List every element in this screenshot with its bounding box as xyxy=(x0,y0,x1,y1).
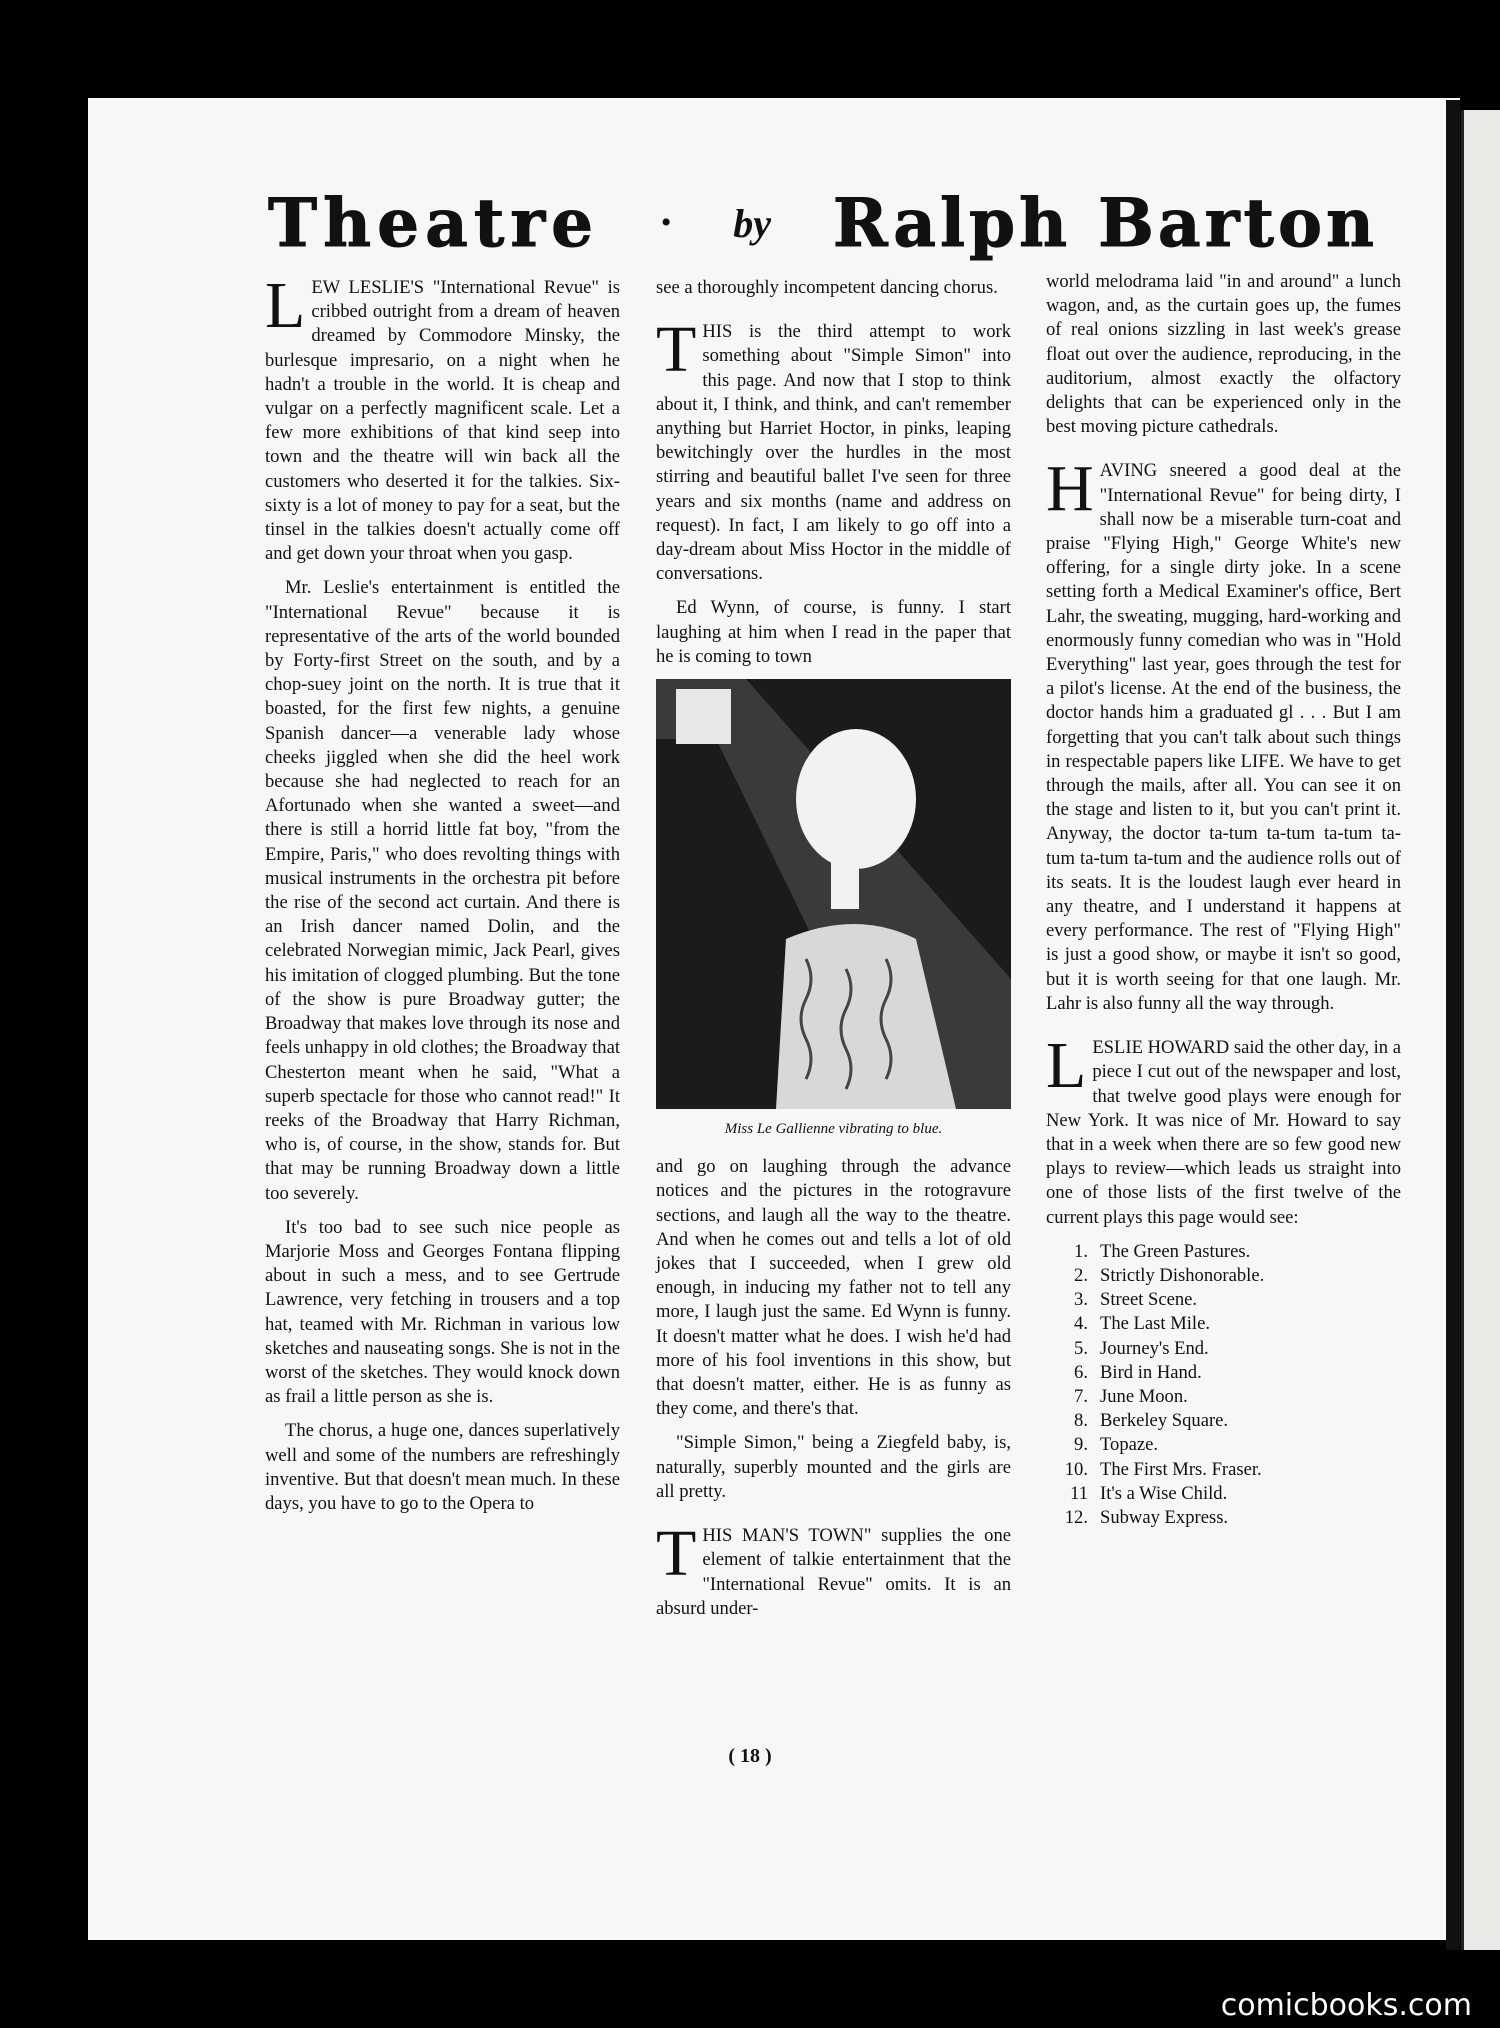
play-title: Topaze. xyxy=(1100,1434,1159,1456)
play-title: Subway Express. xyxy=(1100,1506,1229,1528)
paragraph: "Simple Simon," being a Ziegfeld baby, is, naturally, superbly mounted and the girls are all pretty. xyxy=(656,1432,1011,1502)
list-number: 1. xyxy=(1074,1240,1088,1262)
play-title: Journey's End. xyxy=(1100,1337,1209,1359)
play-title: Berkeley Square. xyxy=(1100,1410,1229,1432)
list-number: 8. xyxy=(1074,1410,1088,1432)
list-item xyxy=(1046,1264,1401,1288)
list-item xyxy=(1046,1312,1401,1336)
paragraph-text: HIS MAN'S TOWN" supplies the one element of talkie entertainment that the "International Revue" omits. It is an absurd under- xyxy=(656,1525,1011,1619)
play-title: The Last Mile. xyxy=(1100,1313,1210,1335)
paragraph: world melodrama laid "in and around" a lunch wagon, and, as the curtain goes up, the fumes of real onions sizzling in last week's grease float out over the audience, reproducing, in the auditorium, almost exactly the olfactory delights that can be experienced only in the best moving picture cathedrals. xyxy=(1046,271,1401,438)
list-number: 6. xyxy=(1074,1361,1088,1383)
watermark: comicbooks.com xyxy=(1220,1988,1472,2023)
play-title: Strictly Dishonorable. xyxy=(1100,1264,1265,1286)
play-title: The First Mrs. Fraser. xyxy=(1100,1458,1262,1480)
drop-cap: L xyxy=(265,269,306,342)
article-header xyxy=(268,184,1378,262)
title-bullet: • xyxy=(660,206,672,239)
play-title: The Green Pastures. xyxy=(1100,1240,1251,1262)
list-item xyxy=(1046,1433,1401,1457)
list-number: 10. xyxy=(1064,1458,1088,1480)
list-item xyxy=(1046,1337,1401,1361)
paragraph: The chorus, a huge one, dances superlatively well and some of the numbers are refreshingly inventive. But that doesn't mean much. In these days, you have to go to the Opera to xyxy=(265,1420,620,1514)
paragraph-text: ESLIE HOWARD said the other day, in a piece I cut out of the newspaper and lost, that twelve good plays were enough for New York. It was nice of Mr. Howard to say that in a week when there are so few good new plays to review—which leads us straight into one of those lists of the first twelve of the current plays this page would see: xyxy=(1046,1037,1401,1228)
play-title: Bird in Hand. xyxy=(1100,1361,1202,1383)
paragraph-text: AVING sneered a good deal at the "International Revue" for being dirty, I shall now be a miserable turn-coat and praise "Flying High," George White's new offering, for a single dirty joke. In a scene setting forth a Medical Examiner's office, Bert Lahr, the sweating, mugging, hard-working and enormously funny comedian who was in "Hold Everything" last year, goes through the test for a pilot's license. At the end of the business, the doctor hands him a graduated gl . . . But I am forgetting that you can't talk about such things in respectable papers like LIFE. We have to get through the mails, after all. You can see it on the stage and listen to it, but you can't print it. Anyway, the doctor ta-tum ta-tum ta-tum ta-tum ta-tum ta-tum and the audience rolls out of its seats. It is the loudest laugh ever heard in any theatre, and I understand it happens at every performance. The rest of "Flying High" is just a good show, or maybe it isn't so good, but it is worth seeing for that one laugh. Mr. Lahr is also funny all the way through. xyxy=(1046,460,1401,1014)
list-number: 3. xyxy=(1074,1289,1088,1311)
drop-cap: L xyxy=(1046,1029,1087,1103)
play-title: It's a Wise Child. xyxy=(1100,1482,1228,1504)
caricature-illustration xyxy=(656,679,1011,1109)
list-item xyxy=(1046,1506,1401,1530)
list-number: 7. xyxy=(1074,1385,1088,1407)
drop-cap: H xyxy=(1046,452,1094,526)
author-name: Ralph Barton xyxy=(832,184,1378,262)
paragraph: see a thoroughly incompetent dancing chorus. xyxy=(656,277,998,298)
page-gutter-shadow xyxy=(1446,100,1460,1950)
paragraph xyxy=(1046,1029,1401,1230)
page-number: ( 18 ) xyxy=(728,1745,772,1767)
list-number: 12. xyxy=(1064,1506,1088,1528)
list-item xyxy=(1046,1482,1401,1506)
list-number: 9. xyxy=(1074,1434,1088,1456)
paragraph xyxy=(656,313,1011,586)
paragraph: Ed Wynn, of course, is funny. I start laughing at him when I read in the paper that he is coming to town xyxy=(656,597,1011,667)
paragraph xyxy=(1046,452,1401,1016)
next-page-edge xyxy=(1461,110,1500,1950)
byline-by: by xyxy=(733,200,772,246)
list-number: 11 xyxy=(1070,1482,1088,1504)
column-3 xyxy=(1046,270,1401,1530)
list-item xyxy=(1046,1240,1401,1264)
list-item xyxy=(1046,1361,1401,1385)
list-item xyxy=(1046,1288,1401,1312)
play-title: June Moon. xyxy=(1100,1385,1188,1407)
list-item xyxy=(1046,1385,1401,1409)
paragraph xyxy=(265,269,620,566)
drop-cap: T xyxy=(656,313,697,387)
paragraph: and go on laughing through the advance notices and the pictures in the rotogravure sections, and laugh all the way to the theatre. And when he comes out and tells a lot of old jokes that I succeeded, when I grew old enough, in inducing my father not to tell any more, I laugh just the same. Ed Wynn is funny. It doesn't matter what he does. I wish he'd had more of his fool inventions in this show, but that doesn't matter, either. He is as funny as they come, and there's that. xyxy=(656,1156,1011,1420)
section-title: Theatre xyxy=(268,184,600,262)
paragraph: It's too bad to see such nice people as Marjorie Moss and Georges Fontana flipping about in such a mess, and to see Gertrude Lawrence, very fetching in trousers and a top hat, teamed with Mr. Richman in various low sketches and nauseating songs. She is not in the worst of the sketches. They would knock down as frail a little person as she is. xyxy=(265,1216,620,1408)
illustration-caption: Miss Le Gallienne vibrating to blue. xyxy=(724,1121,943,1138)
list-number: 2. xyxy=(1074,1264,1088,1286)
list-item xyxy=(1046,1409,1401,1433)
paragraph-text: EW LESLIE'S "International Revue" is cribbed outright from a dream of heaven dreamed by Commodore Minsky, the burlesque impresario, on a night when he hadn't a trouble in the world. It is cheap and vulgar on a perfectly magnificent scale. Let a few more exhibitions of that kind seep into town and the theatre will win back all the customers who deserted it for the talkies. Six-sixty is a lot of money to pay for a seat, but the tinsel in the talkies doesn't actually come off and get down your throat when you gasp. xyxy=(265,277,620,565)
paragraph-text: HIS is the third attempt to work something about "Simple Simon" into this page. And now that I stop to think about it, I think, and think, and can't remember anything but Harriet Hoctor, in pinks, leaping bewitchingly over the hurdles in the most stirring and beautiful ballet I've seen for three years and six months (name and address on request). In fact, I am likely to go off into a day-dream about Miss Hoctor in the middle of conversations. xyxy=(656,321,1011,585)
list-item xyxy=(1046,1458,1401,1482)
list-number: 5. xyxy=(1074,1337,1088,1359)
plays-list xyxy=(1046,1240,1401,1530)
column-2 xyxy=(656,276,1011,1631)
paragraph: Mr. Leslie's entertainment is entitled the "International Revue" because it is representative of the arts of the world bounded by Forty-first Street on the south, and by a chop-suey joint on the north. It is true that it boasted, for the first few nights, a genuine Spanish dancer—a venerable lady whose cheeks jiggled when she did the heel work because she had neglected to reach for an Afortunado when she wanted a sweet—and there is still a horrid little fat boy, "from the Empire, Paris," who does revolting things with musical instruments in the orchestra pit before the rise of the second act curtain. And there is an Irish dancer named Dolin, and the celebrated Norwegian mimic, Jack Pearl, gives his imitation of clogged plumbing. But the tone of the show is pure Broadway gutter; the Broadway that makes love through its nose and feels unhappy in old clothes; the Broadway that Chesterton meant when he said, "What a superb spectacle for those who cannot read!" It reeks of the Broadway that Harry Richman, who is, of course, in the show, stands for. But that may be running Broadway down a little too severely. xyxy=(265,577,620,1204)
drop-cap: T xyxy=(656,1517,697,1591)
play-title: Street Scene. xyxy=(1100,1289,1198,1311)
list-number: 4. xyxy=(1074,1313,1088,1335)
paragraph xyxy=(656,1517,1011,1621)
column-1 xyxy=(265,269,620,1526)
